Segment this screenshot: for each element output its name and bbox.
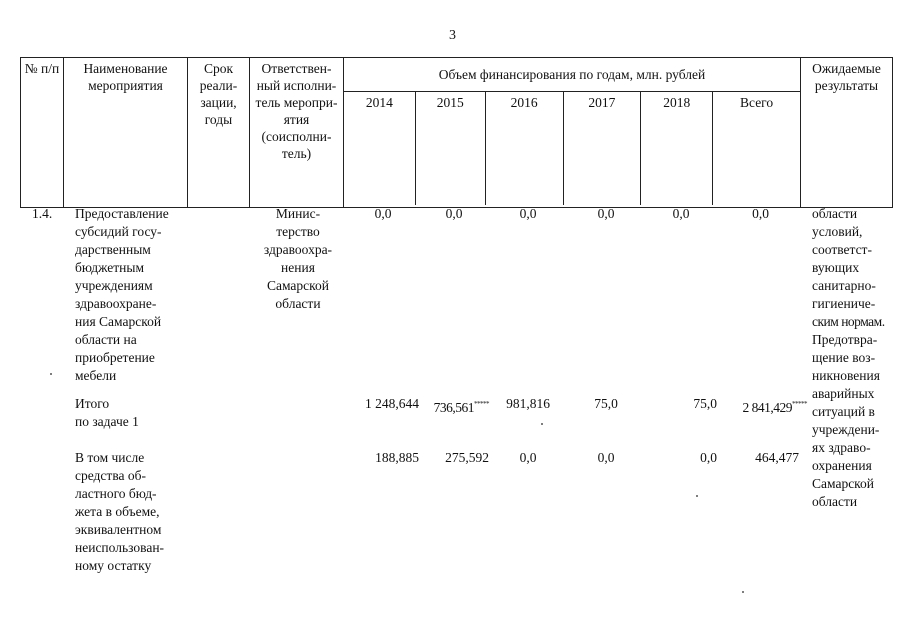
header-financing (344, 58, 801, 208)
incl-name: В том числе средства об- ластного бюд- жета в объеме, эквивалентном неиспользован- ному остатку (75, 450, 165, 573)
header-responsible: Ответствен-ный исполни-тель меропри-ятия (соисполни-тель) (250, 58, 344, 208)
header-results: Ожидаемые результаты (801, 58, 893, 208)
year-2016: 2016 (486, 92, 564, 205)
scan-speck (742, 591, 744, 593)
scan-speck (541, 423, 543, 425)
year-2014: 2014 (344, 92, 416, 205)
footnote-mark: ***** (474, 400, 489, 408)
row-value-2016: 0,0 (519, 206, 537, 221)
year-total: Всего (740, 95, 774, 110)
header-num: № п/п (21, 58, 64, 208)
scan-speck (50, 373, 52, 375)
incl-2018: 0,0 (700, 450, 717, 465)
incl-total: 464,477 (755, 450, 799, 465)
row-value-2017: 0,0 (597, 206, 615, 221)
row-value-total: 0,0 (752, 206, 769, 221)
page-number: 3 (449, 28, 456, 43)
incl-2015: 275,592 (445, 450, 489, 465)
table-body (20, 205, 892, 625)
row-value-2015: 0,0 (445, 206, 463, 221)
financing-table (20, 57, 893, 208)
expected-results: области условий, соответст- вующих санитарно- гигиениче- ским нормам. Предотвра- щение воз- никновения аварийных ситуаций в учреждени- ях здраво- охранения Самарской области (812, 206, 885, 509)
footnote-mark: ***** (792, 400, 807, 408)
total-2016: 981,816 (506, 396, 550, 411)
year-2015: 2015 (416, 92, 486, 205)
incl-2014: 188,885 (375, 450, 419, 465)
total-2015: 736,561***** (433, 400, 489, 415)
row-number: 1.4. (32, 206, 53, 221)
total-sum: 2 841,429***** (742, 400, 807, 415)
incl-2017: 0,0 (597, 450, 615, 465)
incl-2016: 0,0 (519, 450, 537, 465)
row-responsible: Минис- терство здравоохра- нения Самарской области (263, 206, 333, 311)
year-2018: 2018 (641, 92, 713, 205)
total-2018: 75,0 (693, 396, 717, 411)
row-name: Предоставление субсидий госу- дарственным бюджетным учреждениям здравоохране- ния Самарской области на приобретение мебели (75, 206, 169, 383)
header-name: Наименование мероприятия (64, 58, 188, 208)
header-term: Срок реали-зации, годы (188, 58, 250, 208)
header-financing-title: Объем финансирования по годам, млн. рублей (344, 58, 800, 92)
total-2014: 1 248,644 (365, 396, 419, 411)
row-value-2014: 0,0 (374, 206, 392, 221)
total-2017: 75,0 (594, 396, 618, 411)
total-name: Итого по задаче 1 (75, 396, 139, 429)
row-value-2018: 0,0 (672, 206, 690, 221)
year-2017: 2017 (564, 92, 642, 205)
scan-speck (696, 495, 698, 497)
